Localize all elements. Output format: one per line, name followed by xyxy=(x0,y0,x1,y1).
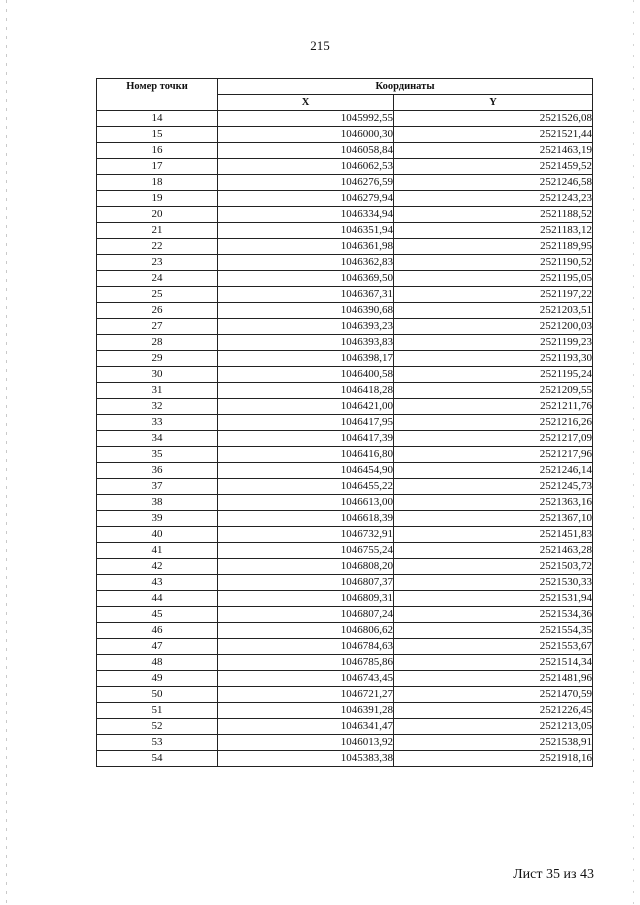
header-coordinates: Координаты xyxy=(218,79,593,95)
table-row xyxy=(97,335,593,351)
point-number-cell: 45 xyxy=(97,607,218,623)
y-coordinate-cell: 2521530,33 xyxy=(394,575,593,591)
point-number-cell: 30 xyxy=(97,367,218,383)
point-number-cell: 38 xyxy=(97,495,218,511)
y-coordinate-cell: 2521216,26 xyxy=(394,415,593,431)
x-coordinate-cell: 1045992,55 xyxy=(218,111,394,127)
x-coordinate-cell: 1046755,24 xyxy=(218,543,394,559)
table-row xyxy=(97,287,593,303)
x-coordinate-cell: 1046809,31 xyxy=(218,591,394,607)
point-number-cell: 54 xyxy=(97,751,218,767)
point-number-cell: 40 xyxy=(97,527,218,543)
point-number-cell: 24 xyxy=(97,271,218,287)
point-number-cell: 17 xyxy=(97,159,218,175)
x-coordinate-cell: 1046808,20 xyxy=(218,559,394,575)
table-row xyxy=(97,303,593,319)
table-row xyxy=(97,511,593,527)
point-number-cell: 14 xyxy=(97,111,218,127)
point-number-cell: 15 xyxy=(97,127,218,143)
table-row xyxy=(97,127,593,143)
table-row xyxy=(97,719,593,735)
x-coordinate-cell: 1046807,24 xyxy=(218,607,394,623)
y-coordinate-cell: 2521538,91 xyxy=(394,735,593,751)
y-coordinate-cell: 2521211,76 xyxy=(394,399,593,415)
x-coordinate-cell: 1046721,27 xyxy=(218,687,394,703)
y-coordinate-cell: 2521521,44 xyxy=(394,127,593,143)
x-coordinate-cell: 1046618,39 xyxy=(218,511,394,527)
y-coordinate-cell: 2521531,94 xyxy=(394,591,593,607)
table-row xyxy=(97,607,593,623)
x-coordinate-cell: 1046062,53 xyxy=(218,159,394,175)
point-number-cell: 46 xyxy=(97,623,218,639)
table-row xyxy=(97,207,593,223)
x-coordinate-cell: 1046398,17 xyxy=(218,351,394,367)
x-coordinate-cell: 1046806,62 xyxy=(218,623,394,639)
x-coordinate-cell: 1046454,90 xyxy=(218,463,394,479)
y-coordinate-cell: 2521213,05 xyxy=(394,719,593,735)
y-coordinate-cell: 2521195,05 xyxy=(394,271,593,287)
table-row xyxy=(97,415,593,431)
x-coordinate-cell: 1046369,50 xyxy=(218,271,394,287)
table-row xyxy=(97,623,593,639)
x-coordinate-cell: 1046362,83 xyxy=(218,255,394,271)
point-number-cell: 36 xyxy=(97,463,218,479)
point-number-cell: 41 xyxy=(97,543,218,559)
table-row xyxy=(97,175,593,191)
point-number-cell: 34 xyxy=(97,431,218,447)
x-coordinate-cell: 1046417,39 xyxy=(218,431,394,447)
x-coordinate-cell: 1046279,94 xyxy=(218,191,394,207)
y-coordinate-cell: 2521193,30 xyxy=(394,351,593,367)
table-row xyxy=(97,159,593,175)
point-number-cell: 33 xyxy=(97,415,218,431)
y-coordinate-cell: 2521188,52 xyxy=(394,207,593,223)
x-coordinate-cell: 1046000,30 xyxy=(218,127,394,143)
point-number-cell: 43 xyxy=(97,575,218,591)
x-coordinate-cell: 1046455,22 xyxy=(218,479,394,495)
y-coordinate-cell: 2521503,72 xyxy=(394,559,593,575)
point-number-cell: 37 xyxy=(97,479,218,495)
scan-edge-left xyxy=(6,0,7,905)
table-row xyxy=(97,703,593,719)
point-number-cell: 39 xyxy=(97,511,218,527)
y-coordinate-cell: 2521200,03 xyxy=(394,319,593,335)
x-coordinate-cell: 1046421,00 xyxy=(218,399,394,415)
header-point-number: Номер точки xyxy=(97,79,218,111)
point-number-cell: 26 xyxy=(97,303,218,319)
table-row xyxy=(97,431,593,447)
x-coordinate-cell: 1046058,84 xyxy=(218,143,394,159)
y-coordinate-cell: 2521526,08 xyxy=(394,111,593,127)
point-number-cell: 51 xyxy=(97,703,218,719)
point-number-cell: 23 xyxy=(97,255,218,271)
y-coordinate-cell: 2521189,95 xyxy=(394,239,593,255)
point-number-cell: 49 xyxy=(97,671,218,687)
table-row xyxy=(97,655,593,671)
table-row xyxy=(97,447,593,463)
y-coordinate-cell: 2521459,52 xyxy=(394,159,593,175)
y-coordinate-cell: 2521183,12 xyxy=(394,223,593,239)
x-coordinate-cell: 1045383,38 xyxy=(218,751,394,767)
point-number-cell: 42 xyxy=(97,559,218,575)
x-coordinate-cell: 1046341,47 xyxy=(218,719,394,735)
x-coordinate-cell: 1046400,58 xyxy=(218,367,394,383)
y-coordinate-cell: 2521554,35 xyxy=(394,623,593,639)
y-coordinate-cell: 2521195,24 xyxy=(394,367,593,383)
table-row xyxy=(97,527,593,543)
x-coordinate-cell: 1046393,23 xyxy=(218,319,394,335)
y-coordinate-cell: 2521203,51 xyxy=(394,303,593,319)
table-row xyxy=(97,271,593,287)
x-coordinate-cell: 1046743,45 xyxy=(218,671,394,687)
x-coordinate-cell: 1046613,00 xyxy=(218,495,394,511)
x-coordinate-cell: 1046393,83 xyxy=(218,335,394,351)
table-row xyxy=(97,687,593,703)
x-coordinate-cell: 1046807,37 xyxy=(218,575,394,591)
point-number-cell: 19 xyxy=(97,191,218,207)
y-coordinate-cell: 2521246,14 xyxy=(394,463,593,479)
y-coordinate-cell: 2521514,34 xyxy=(394,655,593,671)
table-body xyxy=(97,111,593,767)
x-coordinate-cell: 1046784,63 xyxy=(218,639,394,655)
x-coordinate-cell: 1046418,28 xyxy=(218,383,394,399)
point-number-cell: 29 xyxy=(97,351,218,367)
point-number-cell: 25 xyxy=(97,287,218,303)
y-coordinate-cell: 2521190,52 xyxy=(394,255,593,271)
table-row xyxy=(97,559,593,575)
y-coordinate-cell: 2521199,23 xyxy=(394,335,593,351)
table-row xyxy=(97,383,593,399)
table-row xyxy=(97,111,593,127)
table-row xyxy=(97,751,593,767)
y-coordinate-cell: 2521197,22 xyxy=(394,287,593,303)
table-row xyxy=(97,319,593,335)
table-row xyxy=(97,575,593,591)
y-coordinate-cell: 2521209,55 xyxy=(394,383,593,399)
point-number-cell: 47 xyxy=(97,639,218,655)
point-number-cell: 16 xyxy=(97,143,218,159)
table-row xyxy=(97,671,593,687)
scan-edge-right xyxy=(633,0,634,905)
table-row xyxy=(97,495,593,511)
table-row xyxy=(97,191,593,207)
point-number-cell: 44 xyxy=(97,591,218,607)
y-coordinate-cell: 2521553,67 xyxy=(394,639,593,655)
table-row xyxy=(97,143,593,159)
y-coordinate-cell: 2521451,83 xyxy=(394,527,593,543)
y-coordinate-cell: 2521363,16 xyxy=(394,495,593,511)
x-coordinate-cell: 1046416,80 xyxy=(218,447,394,463)
table-row xyxy=(97,367,593,383)
x-coordinate-cell: 1046334,94 xyxy=(218,207,394,223)
x-coordinate-cell: 1046276,59 xyxy=(218,175,394,191)
table-row xyxy=(97,639,593,655)
point-number-cell: 35 xyxy=(97,447,218,463)
y-coordinate-cell: 2521470,59 xyxy=(394,687,593,703)
y-coordinate-cell: 2521918,16 xyxy=(394,751,593,767)
x-coordinate-cell: 1046732,91 xyxy=(218,527,394,543)
table-row xyxy=(97,463,593,479)
point-number-cell: 50 xyxy=(97,687,218,703)
point-number-cell: 48 xyxy=(97,655,218,671)
point-number-cell: 20 xyxy=(97,207,218,223)
point-number-cell: 53 xyxy=(97,735,218,751)
page-number: 215 xyxy=(310,38,330,53)
table-row xyxy=(97,735,593,751)
x-coordinate-cell: 1046367,31 xyxy=(218,287,394,303)
y-coordinate-cell: 2521534,36 xyxy=(394,607,593,623)
y-coordinate-cell: 2521245,73 xyxy=(394,479,593,495)
point-number-cell: 22 xyxy=(97,239,218,255)
x-coordinate-cell: 1046391,28 xyxy=(218,703,394,719)
x-coordinate-cell: 1046785,86 xyxy=(218,655,394,671)
table-row xyxy=(97,223,593,239)
y-coordinate-cell: 2521243,23 xyxy=(394,191,593,207)
x-coordinate-cell: 1046417,95 xyxy=(218,415,394,431)
point-number-cell: 21 xyxy=(97,223,218,239)
y-coordinate-cell: 2521463,19 xyxy=(394,143,593,159)
point-number-cell: 31 xyxy=(97,383,218,399)
y-coordinate-cell: 2521246,58 xyxy=(394,175,593,191)
point-number-cell: 52 xyxy=(97,719,218,735)
y-coordinate-cell: 2521463,28 xyxy=(394,543,593,559)
y-coordinate-cell: 2521481,96 xyxy=(394,671,593,687)
point-number-cell: 32 xyxy=(97,399,218,415)
x-coordinate-cell: 1046013,92 xyxy=(218,735,394,751)
table-row xyxy=(97,239,593,255)
x-coordinate-cell: 1046351,94 xyxy=(218,223,394,239)
x-coordinate-cell: 1046361,98 xyxy=(218,239,394,255)
table-row xyxy=(97,479,593,495)
sheet-counter: Лист 35 из 43 xyxy=(513,867,594,882)
table-row xyxy=(97,255,593,271)
table-row xyxy=(97,591,593,607)
table-row xyxy=(97,351,593,367)
point-number-cell: 27 xyxy=(97,319,218,335)
y-coordinate-cell: 2521226,45 xyxy=(394,703,593,719)
point-number-cell: 28 xyxy=(97,335,218,351)
point-number-cell: 18 xyxy=(97,175,218,191)
x-coordinate-cell: 1046390,68 xyxy=(218,303,394,319)
header-y: Y xyxy=(394,95,593,111)
y-coordinate-cell: 2521367,10 xyxy=(394,511,593,527)
coordinates-table xyxy=(96,78,593,767)
y-coordinate-cell: 2521217,96 xyxy=(394,447,593,463)
table-row xyxy=(97,399,593,415)
table-row xyxy=(97,543,593,559)
header-x: X xyxy=(218,95,394,111)
y-coordinate-cell: 2521217,09 xyxy=(394,431,593,447)
